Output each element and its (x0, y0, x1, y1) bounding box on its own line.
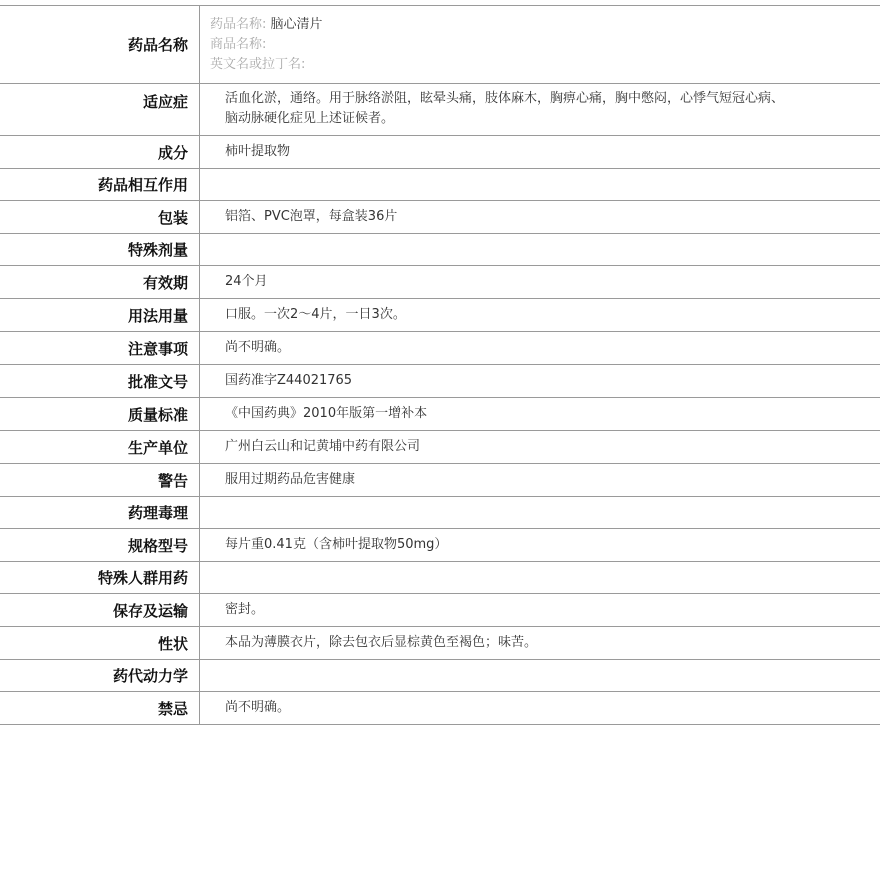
row-pharmacokinetics (0, 660, 880, 692)
row-manufacturer (0, 431, 880, 464)
row-value-usage-dosage: 口服。一次2～4片，一日3次。 (225, 307, 406, 322)
row-label-approval-number: 批准文号 (0, 365, 200, 397)
row-label-pharmacokinetics: 药代动力学 (0, 660, 200, 691)
row-value-manufacturer: 广州白云山和记黄埔中药有限公司 (225, 439, 421, 454)
row-label-description: 性状 (0, 627, 200, 659)
row-value-pharmacokinetics (200, 660, 880, 691)
english-name-label: 英文名或拉丁名: (210, 57, 306, 72)
row-precautions (0, 332, 880, 365)
row-value-shelf-life: 24个月 (225, 274, 268, 289)
row-warning (0, 464, 880, 497)
row-ingredients (0, 136, 880, 169)
row-package (0, 201, 880, 234)
row-label-drug-name: 药品名称 (0, 6, 200, 83)
row-label-storage: 保存及运输 (0, 594, 200, 626)
generic-name-line (210, 15, 860, 35)
trade-name-line (210, 35, 860, 55)
row-label-toxicology: 药理毒理 (0, 497, 200, 528)
row-value-ingredients: 柿叶提取物 (225, 144, 291, 159)
drug-info-table (0, 5, 880, 725)
trade-name-label: 商品名称: (210, 37, 267, 52)
english-name-line (210, 55, 860, 75)
row-value-warning: 服用过期药品危害健康 (225, 472, 356, 487)
row-label-precautions: 注意事项 (0, 332, 200, 364)
row-value-interactions (200, 169, 880, 200)
row-approval-number (0, 365, 880, 398)
row-shelf-life (0, 266, 880, 299)
row-value-package: 铝箔、PVC泡罩，每盒装36片 (225, 209, 398, 224)
row-label-special-dosage: 特殊剂量 (0, 234, 200, 265)
row-label-quality-standard: 质量标准 (0, 398, 200, 430)
row-label-special-population: 特殊人群用药 (0, 562, 200, 593)
row-label-specification: 规格型号 (0, 529, 200, 561)
generic-name-label: 药品名称: (210, 17, 267, 32)
row-label-manufacturer: 生产单位 (0, 431, 200, 463)
row-value-precautions: 尚不明确。 (225, 340, 291, 355)
row-interactions (0, 169, 880, 201)
row-label-contraindications: 禁忌 (0, 692, 200, 724)
generic-name-value: 脑心清片 (270, 17, 323, 32)
row-value-special-dosage (200, 234, 880, 265)
row-specification (0, 529, 880, 562)
row-label-indications: 适应症 (0, 84, 200, 135)
row-label-warning: 警告 (0, 464, 200, 496)
row-value-approval-number: 国药准字Z44021765 (225, 373, 353, 388)
drug-name-values (200, 6, 880, 83)
row-value-storage: 密封。 (225, 602, 265, 617)
row-indications (0, 84, 880, 136)
row-special-population (0, 562, 880, 594)
row-value-toxicology (200, 497, 880, 528)
row-label-usage-dosage: 用法用量 (0, 299, 200, 331)
row-special-dosage (0, 234, 880, 266)
row-description (0, 627, 880, 660)
row-label-interactions: 药品相互作用 (0, 169, 200, 200)
row-value-description: 本品为薄膜衣片，除去包衣后显棕黄色至褐色；味苦。 (225, 635, 538, 650)
row-label-ingredients: 成分 (0, 136, 200, 168)
row-value-indications: 活血化淤，通络。用于脉络淤阻，眩晕头痛，肢体麻木，胸痹心痛，胸中憋闷，心悸气短冠心病、脑动脉硬化症见上述证候者。 (225, 91, 785, 126)
row-value-quality-standard: 《中国药典》2010年版第一增补本 (225, 406, 428, 421)
row-contraindications (0, 692, 880, 725)
row-label-shelf-life: 有效期 (0, 266, 200, 298)
row-usage-dosage (0, 299, 880, 332)
row-storage (0, 594, 880, 627)
row-label-package: 包装 (0, 201, 200, 233)
row-drug-name (0, 6, 880, 84)
row-value-specification: 每片重0.41克（含柿叶提取物50mg） (225, 537, 448, 552)
row-toxicology (0, 497, 880, 529)
row-value-special-population (200, 562, 880, 593)
row-value-contraindications: 尚不明确。 (225, 700, 291, 715)
row-quality-standard (0, 398, 880, 431)
